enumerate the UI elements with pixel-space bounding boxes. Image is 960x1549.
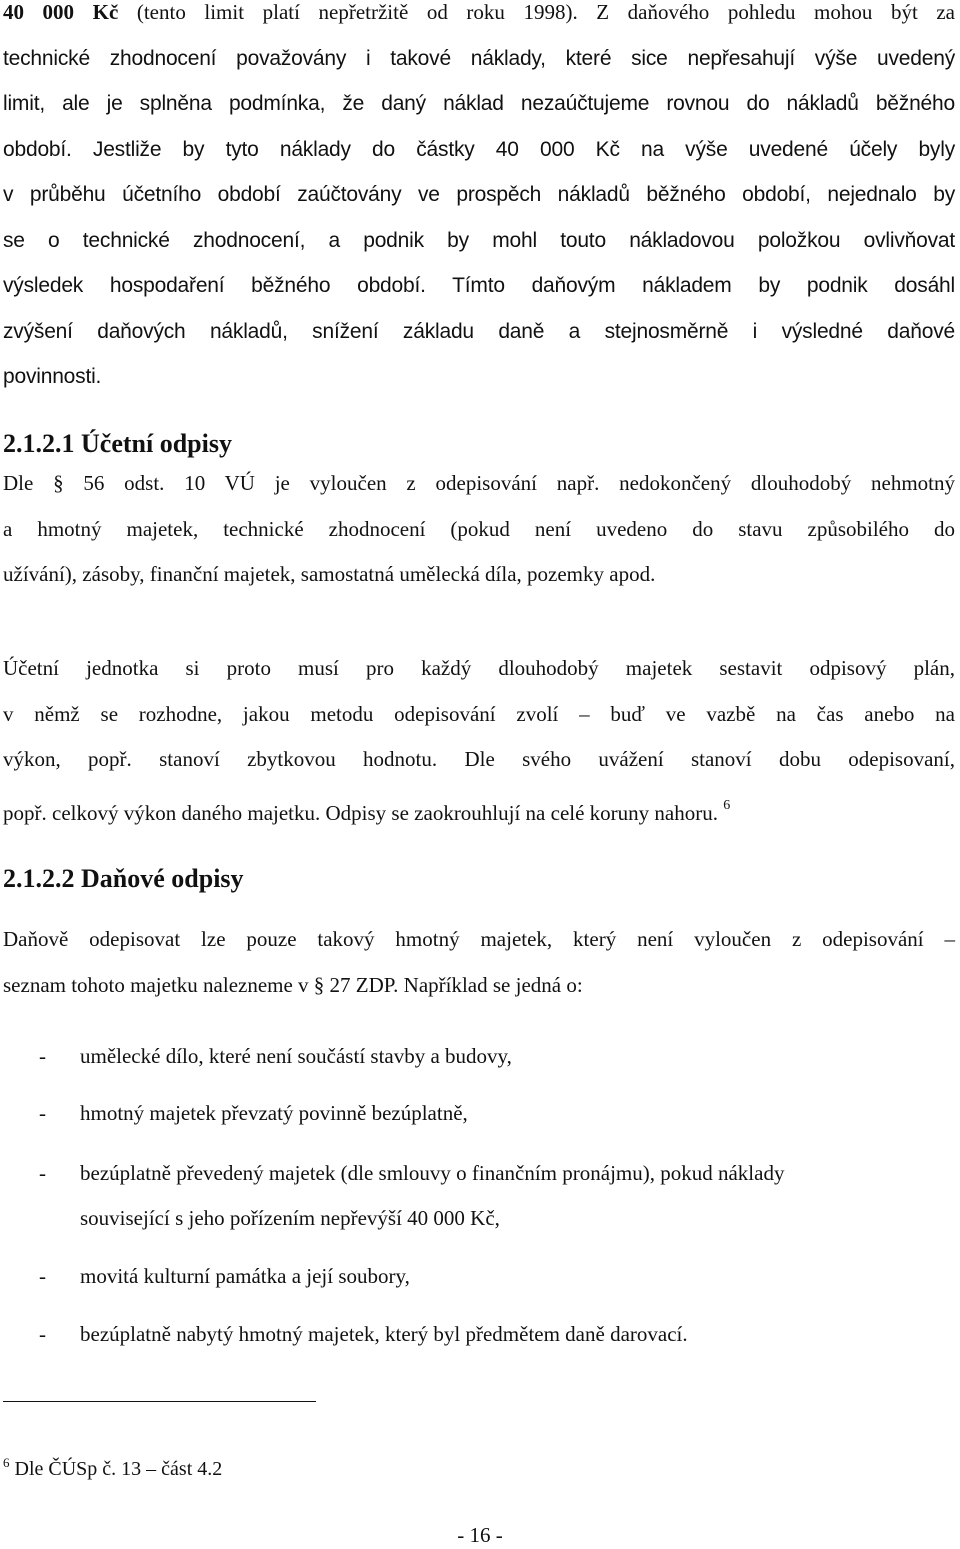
dash-bullet: - — [39, 1101, 46, 1125]
paragraph-line: seznam tohoto majetku nalezneme v § 27 ZDP. Například se jedná o: — [3, 972, 583, 997]
dash-bullet: - — [39, 1264, 46, 1288]
paragraph-line — [3, 0, 955, 36]
paragraph-line: a hmotný majetek, technické zhodnocení (pokud není uvedeno do stavu způsobilého do — [3, 516, 955, 541]
section-heading-accounting-depreciation: 2.1.2.1 Účetní odpisy — [3, 429, 232, 458]
list-item-text: bezúplatně převedený majetek (dle smlouvy o finančním pronájmu), pokud náklady — [80, 1161, 785, 1185]
paragraph-tax-depreciation — [3, 917, 955, 1008]
paragraph-technical-improvement — [3, 0, 955, 400]
list-item-text: hmotný majetek převzatý povinně bezúplatně, — [80, 1101, 468, 1125]
footnote-separator — [3, 1401, 316, 1402]
line-text: popř. celkový výkon daného majetku. Odpisy se zaokrouhlují na celé koruny nahoru. — [3, 800, 718, 825]
paragraph-line: Účetní jednotka si proto musí pro každý dlouhodobý majetek sestavit odpisový plán, — [3, 656, 955, 680]
list-item-text: umělecké dílo, které není součástí stavby a budovy, — [80, 1044, 512, 1068]
paragraph-line: výkon, popř. stanoví zbytkovou hodnotu. Dle svého uvážení stanoví dobu odepisovaní, — [3, 747, 955, 771]
bold-amount: 40 000 Kč — [3, 0, 119, 24]
paragraph-line: limit, ale je splněna podmínka, že daný náklad nezaúčtujeme rovnou do nákladů běžného — [3, 92, 955, 115]
footnote — [3, 1451, 222, 1481]
paragraph-line: povinnosti. — [3, 365, 102, 388]
paragraph-line: se o technické zhodnocení, a podnik by mohl touto nákladovou položkou ovlivňovat — [3, 228, 955, 252]
paragraph-line: užívání), zásoby, finanční majetek, samostatná umělecká díla, pozemky apod. — [3, 562, 656, 586]
paragraph-excluded-assets — [3, 461, 955, 598]
footnote-text: Dle ČÚSp č. 13 – část 4.2 — [9, 1458, 223, 1480]
list-item-text-continued: související s jeho pořízením nepřevýší 40 000 Kč, — [80, 1206, 500, 1230]
paragraph-line: technické zhodnocení považovány i takové náklady, které sice nepřesahují výše uvedený — [3, 46, 955, 70]
paragraph-line — [3, 783, 955, 837]
dash-bullet: - — [39, 1322, 46, 1346]
paragraph-line — [3, 127, 955, 173]
paragraph-line: zvýšení daňových nákladů, snížení základu daně a stejnosměrně i výsledné daňové — [3, 319, 955, 343]
dash-bullet: - — [39, 1161, 46, 1185]
line-text: období. Jestliže by tyto náklady do částky 40 000 Kč na výše uvedené účely byly — [3, 137, 955, 161]
list-item-text: movitá kulturní památka a její soubory, — [80, 1264, 410, 1288]
section-heading-tax-depreciation: 2.1.2.2 Daňové odpisy — [3, 864, 244, 893]
line-rest: (tento limit platí nepřetržitě od roku 1998). Z daňového pohledu mohou být za — [118, 0, 955, 24]
page-number: - 16 - — [457, 1523, 503, 1547]
paragraph-line: v průběhu účetního období zaúčtovány ve prospěch nákladů běžného období, nejednalo by — [3, 183, 955, 206]
paragraph-line: Dle § 56 odst. 10 VÚ je vyloučen z odepisování např. nedokončený dlouhodobý nehmotný — [3, 471, 955, 495]
footnote-number: 6 — [3, 1455, 10, 1470]
dash-bullet: - — [39, 1044, 46, 1068]
paragraph-line: Daňově odepisovat lze pouze takový hmotný majetek, který není vyloučen z odepisování – — [3, 927, 955, 951]
paragraph-line: v němž se rozhodne, jakou metodu odepisování zvolí – buď ve vazbě na čas anebo na — [3, 701, 955, 726]
paragraph-line: výsledek hospodaření běžného období. Tímto daňovým nákladem by podnik dosáhl — [3, 274, 955, 297]
list-item-text: bezúplatně nabytý hmotný majetek, který byl předmětem daně darovací. — [80, 1322, 688, 1346]
footnote-reference: 6 — [723, 797, 731, 813]
paragraph-depreciation-plan — [3, 646, 955, 836]
